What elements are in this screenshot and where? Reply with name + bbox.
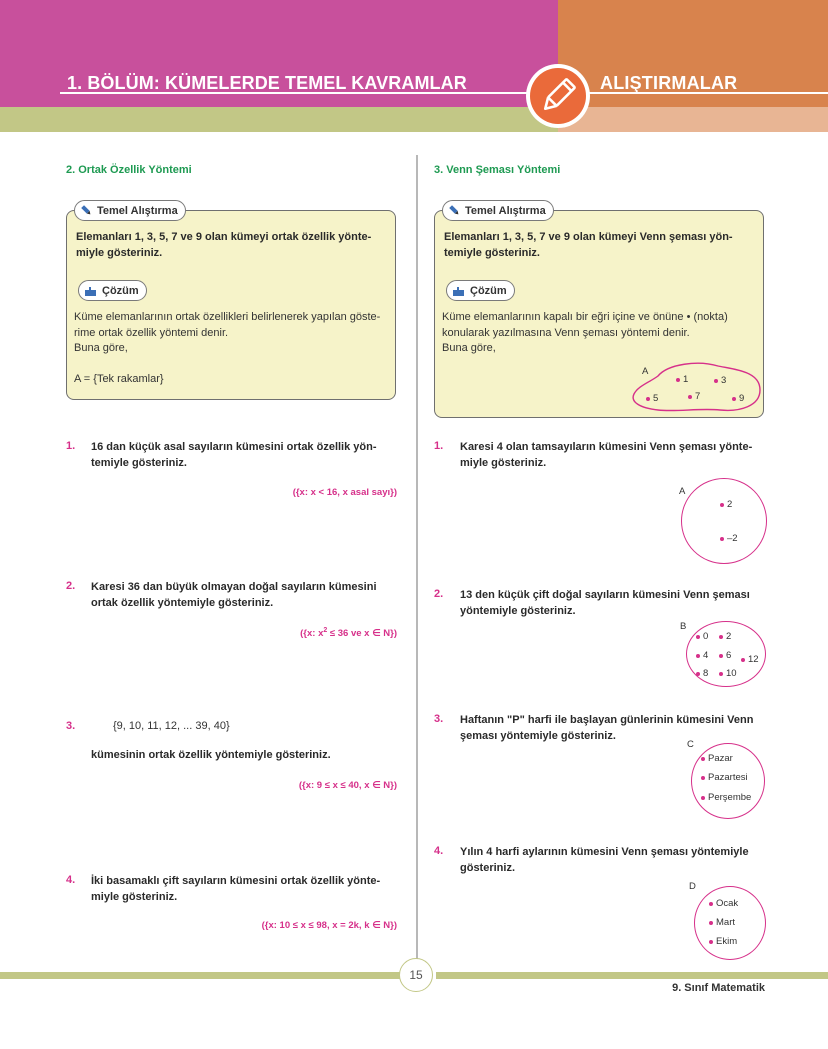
venn-a-element: 9 [732, 393, 744, 404]
venn-q3-element: Perşembe [701, 792, 751, 803]
chapter-title: 1. BÖLÜM: KÜMELERDE TEMEL KAVRAMLAR [67, 73, 467, 93]
left-solution-result: A = {Tek rakamlar} [74, 373, 164, 385]
column-divider [416, 155, 418, 965]
right-solution-tag-label: Çözüm [470, 284, 507, 297]
venn-q1-element: 2 [720, 499, 732, 510]
header-strip-right [558, 107, 828, 132]
left-q2-answer: ({x: $x^2 \le 36$ ve x ∈ N}) [300, 627, 397, 640]
venn-q2-element: 0 [696, 631, 708, 642]
venn-q4-element: Ekim [709, 936, 737, 947]
left-q3-set: {9, 10, 11, 12, ... 39, 40} [113, 720, 230, 732]
venn-q2-element: 8 [696, 668, 708, 679]
left-q4-number: 4. [66, 874, 76, 886]
section-title: ALIŞTIRMALAR [600, 73, 738, 93]
left-q3-answer: ({x: 9 ≤ x ≤ 40, x ∈ N}) [298, 780, 397, 791]
right-q2-text: 13 den küçük çift doğal sayıların kümesini Venn şeması yöntemiyle gösteriniz. [460, 589, 750, 617]
venn-q4-label: D [689, 881, 696, 892]
pencil-tag-icon [448, 204, 461, 217]
venn-q3-element: Pazar [701, 753, 733, 764]
left-q1-number: 1. [66, 440, 76, 452]
right-q4-text: Yılın 4 harfi aylarının kümesini Venn şeması yöntemiyle gösteriniz. [460, 846, 749, 874]
venn-a-element: 7 [688, 391, 700, 402]
left-q4-answer: ({x: 10 ≤ x ≤ 98, x = 2k, k ∈ N}) [261, 920, 397, 931]
pencil-tag-icon [80, 204, 93, 217]
right-q1-number: 1. [434, 440, 444, 452]
left-q4-text: İki basamaklı çift sayıların kümesini ortak özellik yönte- miyle gösteriniz. [91, 875, 381, 903]
venn-q1-label: A [679, 486, 686, 497]
left-solution-tag [78, 280, 147, 301]
venn-q2-element: 4 [696, 650, 708, 661]
venn-q3-element: Pazartesi [701, 772, 748, 783]
pencil-icon [530, 68, 586, 124]
right-q4-number: 4. [434, 845, 444, 857]
header-strip-left [0, 107, 558, 132]
venn-q4-element: Ocak [709, 898, 738, 909]
venn-q2-element: 2 [719, 631, 731, 642]
footer-band-left [0, 972, 400, 979]
hand-pointer-icon [452, 285, 466, 297]
left-solution-text: Küme elemanlarının ortak özellikleri belirlenerek yapılan göste- rime ortak özellik yöntemi denir. Buna göre, [74, 311, 381, 354]
right-q2-number: 2. [434, 588, 444, 600]
right-solution-tag [446, 280, 515, 301]
venn-q3-label: C [687, 739, 694, 750]
right-q3-number: 3. [434, 713, 444, 725]
venn-q2-element: 12 [741, 654, 759, 665]
venn-a-curve [628, 358, 764, 416]
venn-q2-element: 6 [719, 650, 731, 661]
page-number: 15 [399, 958, 433, 992]
left-section-title: 2. Ortak Özellik Yöntemi [66, 164, 192, 176]
venn-q2-label: B [680, 621, 687, 632]
venn-a-element: 5 [646, 393, 658, 404]
left-q2-number: 2. [66, 580, 76, 592]
venn-a-label: A [642, 366, 649, 377]
left-q2-text: Karesi 36 dan büyük olmayan doğal sayıların kümesini ortak özellik yöntemiyle gösteriniz. [91, 581, 377, 609]
left-q1-answer: ({x: x < 16, x asal sayı}) [292, 487, 397, 498]
right-exercise-question: Elemanları 1, 3, 5, 7 ve 9 olan kümeyi Venn şeması yön- temiyle gösteriniz. [444, 231, 733, 259]
right-solution-text: Küme elemanlarının kapalı bir eğri içine ve önüne • (nokta) konularak yazılmasına Venn şeması yöntemi denir. Buna göre, [442, 311, 728, 354]
venn-q1-element: –2 [720, 533, 738, 544]
right-exercise-tag [442, 200, 554, 221]
left-exercise-tag-label: Temel Alıştırma [97, 204, 178, 217]
footer-band-right [436, 972, 828, 979]
left-q1-text: 16 dan küçük asal sayıların kümesini ortak özellik yön- temiyle gösteriniz. [91, 441, 377, 469]
left-exercise-question: Elemanları 1, 3, 5, 7 ve 9 olan kümeyi ortak özellik yönte- miyle gösteriniz. [76, 231, 372, 259]
right-section-title: 3. Venn Şeması Yöntemi [434, 164, 561, 176]
right-exercise-tag-label: Temel Alıştırma [465, 204, 546, 217]
book-title: 9. Sınıf Matematik [672, 982, 765, 994]
hand-pointer-icon [84, 285, 98, 297]
venn-a-element: 1 [676, 374, 688, 385]
left-exercise-tag [74, 200, 186, 221]
venn-a-element: 3 [714, 375, 726, 386]
left-solution-tag-label: Çözüm [102, 284, 139, 297]
right-q3-text: Haftanın "P" harfi ile başlayan günlerinin kümesini Venn şeması yöntemiyle gösteriniz. [460, 714, 754, 742]
right-q1-text: Karesi 4 olan tamsayıların kümesini Venn şeması yönte- miyle gösteriniz. [460, 441, 753, 469]
left-q3-text: kümesinin ortak özellik yöntemiyle gösteriniz. [91, 749, 331, 761]
left-q3-number: 3. [66, 720, 76, 732]
venn-q4-element: Mart [709, 917, 735, 928]
venn-q2-element: 10 [719, 668, 737, 679]
venn-q1-circle [681, 478, 767, 564]
